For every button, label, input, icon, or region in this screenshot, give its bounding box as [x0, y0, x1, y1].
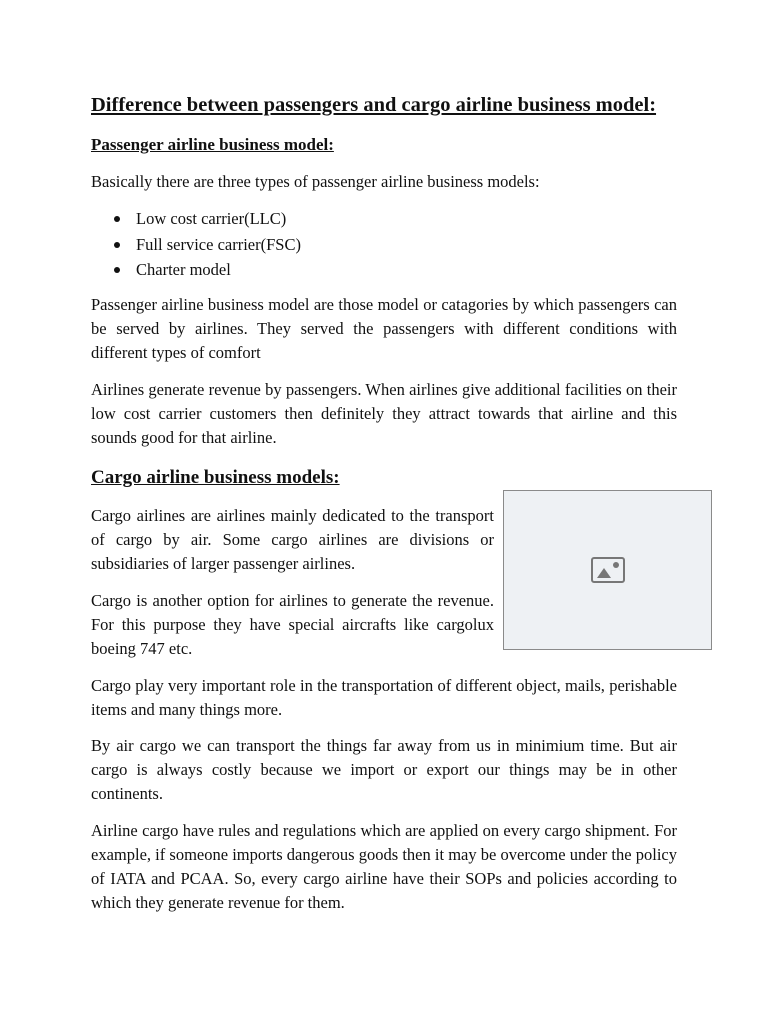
cargo-section-heading: Cargo airline business models:	[91, 467, 340, 488]
passenger-model-list	[91, 206, 301, 283]
passenger-intro-paragraph: Basically there are three types of passenger airline business models:	[91, 172, 540, 191]
bullet-icon	[114, 216, 120, 222]
list-item	[91, 232, 301, 258]
cargo-paragraph-1: Cargo airlines are airlines mainly dedicated to the transport of cargo by air. Some cargo airlines are divisions or subsidiaries of larger passenger airlines.	[91, 506, 494, 573]
cargo-paragraph-4: By air cargo we can transport the things far away from us in minimium time. But air cargo is always costly because we import or export our things may be in other continents.	[91, 736, 677, 803]
list-item	[91, 206, 301, 232]
cargo-aircraft-photo	[503, 490, 712, 650]
list-item-label: Charter model	[136, 260, 231, 279]
cargo-paragraph-2: Cargo is another option for airlines to generate the revenue. For this purpose they have special aircrafts like cargolux boeing 747 etc.	[91, 591, 494, 658]
list-item	[91, 257, 301, 283]
document-title: Difference between passengers and cargo airline business model:	[91, 94, 657, 116]
passenger-paragraph-2: Airlines generate revenue by passengers. When airlines give additional facilities on their low cost carrier customers then definitely they attract towards that airline and this sounds good for that airline.	[91, 380, 677, 447]
list-item-label: Low cost carrier(LLC)	[136, 209, 287, 228]
bullet-icon	[114, 267, 120, 273]
cargo-paragraph-3: Cargo play very important role in the transportation of different object, mails, perishable items and many things more.	[91, 676, 677, 719]
image-icon	[591, 557, 625, 583]
list-item-label: Full service carrier(FSC)	[136, 234, 301, 254]
passenger-paragraph-1: Passenger airline business model are those model or catagories by which passengers can be served by airlines. They served the passengers with different conditions with different types of comfort	[91, 295, 677, 362]
passenger-section-heading: Passenger airline business model:	[91, 135, 334, 154]
cargo-paragraph-5: Airline cargo have rules and regulations which are applied on every cargo shipment. For example, if someone imports dangerous goods then it may be overcome under the policy of IATA and PCAA. So, every cargo airline have their SOPs and policies according to which they generate revenue for them.	[91, 821, 677, 912]
bullet-icon	[114, 242, 120, 248]
